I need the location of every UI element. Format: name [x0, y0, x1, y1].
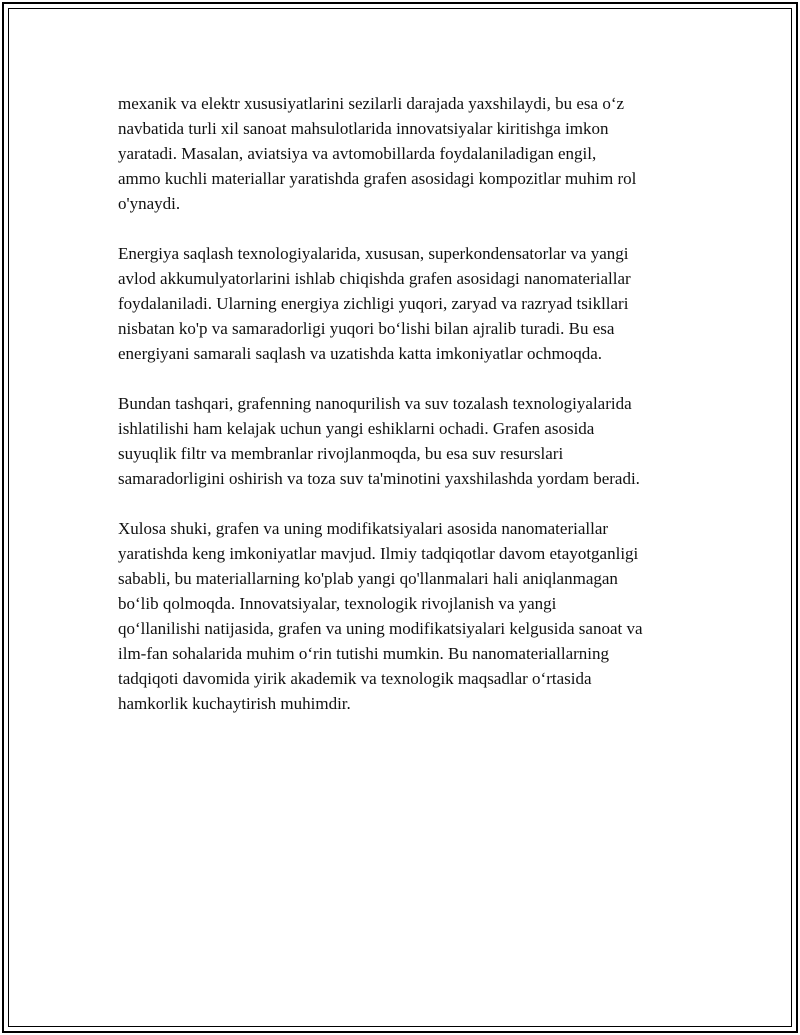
paragraph-3: Bundan tashqari, grafenning nanoqurilish va suv tozalash texnologiyalarida ishlatilishi ham kelajak uchun yangi eshiklarni ochadi. Grafen asosida suyuqlik filtr va membranlar rivojlanmoqda, bu esa suv resurslari samaradorligini oshirish va toza suv ta'minotini yaxshilashda yordam beradi. — [118, 394, 640, 488]
paragraph-4: Xulosa shuki, grafen va uning modifikatsiyalari asosida nanomateriallar yaratishda keng imkoniyatlar mavjud. Ilmiy tadqiqotlar davom etayotganligi sababli, bu materiallarning ko'plab yangi qo'llanmalari hali aniqlanmagan bo‘lib qolmoqda. Innovatsiyalar, texnologik rivojlanish va yangi qo‘llanilishi natijasida, grafen va uning modifikatsiyalari kelgusida sanoat va ilm-fan sohalarida muhim o‘rin tutishi mumkin. Bu nanomateriallarning tadqiqoti davomida yirik akademik va texnologik maqsadlar o‘rtasida hamkorlik kuchaytirish muhimdir. — [118, 519, 643, 713]
document-body — [118, 91, 698, 741]
paragraph-1: mexanik va elektr xususiyatlarini sezilarli darajada yaxshilaydi, bu esa o‘z navbatida turli xil sanoat mahsulotlarida innovatsiyalar kiritishga imkon yaratadi. Masalan, aviatsiya va avtomobillarda foydalaniladigan engil, ammo kuchli materiallar yaratishda grafen asosidagi kompozitlar muhim rol o'ynaydi. — [118, 94, 637, 213]
paragraph-2: Energiya saqlash texnologiyalarida, xususan, superkondensatorlar va yangi avlod akkumulyatorlarini ishlab chiqishda grafen asosidagi nanomateriallar foydalaniladi. Ularning energiya zichligi yuqori, zaryad va razryad tsikllari nisbatan ko'p va samaradorligi yuqori bo‘lishi bilan ajralib turadi. Bu esa energiyani samarali saqlash va uzatishda katta imkoniyatlar ochmoqda. — [118, 244, 631, 363]
